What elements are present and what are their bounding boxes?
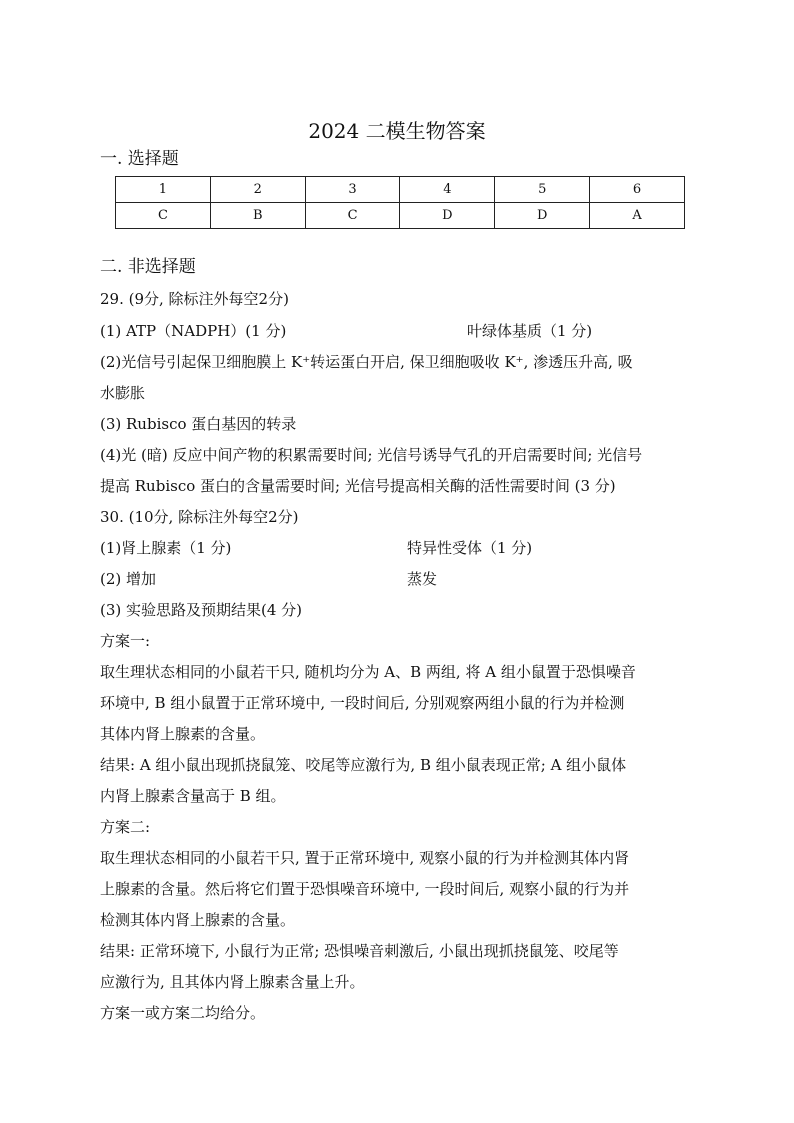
q30-answer-2a: (2) 增加 bbox=[100, 570, 157, 588]
section-heading-nonchoice: 二. 非选择题 bbox=[100, 257, 196, 277]
result1-line2: 内肾上腺素含量高于 B 组。 bbox=[100, 787, 286, 805]
table-cell-answer: A bbox=[590, 203, 685, 229]
page-title: 2024 二模生物答案 bbox=[308, 119, 486, 143]
q29-answer-1b: 叶绿体基质（1 分) bbox=[467, 322, 593, 340]
section-heading-choice: 一. 选择题 bbox=[100, 149, 179, 169]
q29-answer-2-line2: 水膨胀 bbox=[100, 384, 146, 402]
table-cell-answer: D bbox=[400, 203, 495, 229]
table-cell-number: 5 bbox=[495, 177, 590, 203]
q30-header: 30. (10分, 除标注外每空2分) bbox=[100, 508, 299, 526]
answer-table bbox=[115, 176, 685, 229]
q30-answer-2 bbox=[100, 568, 690, 590]
plan2-line1: 取生理状态相同的小鼠若干只, 置于正常环境中, 观察小鼠的行为并检测其体内肾 bbox=[100, 849, 630, 867]
q30-answer-1b: 特异性受体（1 分) bbox=[407, 539, 533, 557]
table-cell-number: 1 bbox=[116, 177, 211, 203]
result2-line1: 结果: 正常环境下, 小鼠行为正常; 恐惧噪音刺激后, 小鼠出现抓挠鼠笼、咬尾等 bbox=[100, 942, 619, 960]
q29-answer-1a: (1) ATP（NADPH）(1 分) bbox=[100, 322, 287, 340]
plan2-line2: 上腺素的含量。然后将它们置于恐惧噪音环境中, 一段时间后, 观察小鼠的行为并 bbox=[100, 880, 630, 898]
q30-answer-1 bbox=[100, 537, 690, 559]
plan1-label: 方案一: bbox=[100, 632, 151, 650]
q30-answer-3: (3) 实验思路及预期结果(4 分) bbox=[100, 601, 303, 619]
plan2-line3: 检测其体内肾上腺素的含量。 bbox=[100, 911, 296, 929]
result2-line2: 应激行为, 且其体内肾上腺素含量上升。 bbox=[100, 973, 365, 991]
plan1-line3: 其体内肾上腺素的含量。 bbox=[100, 725, 266, 743]
table-cell-number: 2 bbox=[210, 177, 305, 203]
q30-answer-1a: (1)肾上腺素（1 分) bbox=[100, 539, 232, 557]
table-cell-answer: C bbox=[116, 203, 211, 229]
result1-line1: 结果: A 组小鼠出现抓挠鼠笼、咬尾等应激行为, B 组小鼠表现正常; A 组小鼠体 bbox=[100, 756, 627, 774]
table-row-answers bbox=[116, 203, 685, 229]
q29-answer-1 bbox=[100, 320, 690, 342]
table-cell-answer: B bbox=[210, 203, 305, 229]
table-cell-number: 6 bbox=[590, 177, 685, 203]
scoring-note: 方案一或方案二均给分。 bbox=[100, 1004, 266, 1022]
q29-answer-2-line1: (2)光信号引起保卫细胞膜上 K⁺转运蛋白开启, 保卫细胞吸收 K⁺, 渗透压升高, 吸 bbox=[100, 353, 633, 371]
q29-answer-4-line1: (4)光 (暗) 反应中间产物的积累需要时间; 光信号诱导气孔的开启需要时间; 光信号 bbox=[100, 446, 643, 464]
q29-answer-4-line2: 提高 Rubisco 蛋白的含量需要时间; 光信号提高相关酶的活性需要时间 (3 分) bbox=[100, 477, 616, 495]
q29-header: 29. (9分, 除标注外每空2分) bbox=[100, 290, 289, 308]
table-cell-number: 3 bbox=[305, 177, 400, 203]
table-cell-number: 4 bbox=[400, 177, 495, 203]
plan1-line2: 环境中, B 组小鼠置于正常环境中, 一段时间后, 分别观察两组小鼠的行为并检测 bbox=[100, 694, 625, 712]
table-cell-answer: D bbox=[495, 203, 590, 229]
q30-answer-2b: 蒸发 bbox=[407, 570, 438, 588]
plan1-line1: 取生理状态相同的小鼠若干只, 随机均分为 A、B 两组, 将 A 组小鼠置于恐惧噪音 bbox=[100, 663, 636, 681]
table-cell-answer: C bbox=[305, 203, 400, 229]
q29-answer-3: (3) Rubisco 蛋白基因的转录 bbox=[100, 415, 297, 433]
table-row-numbers bbox=[116, 177, 685, 203]
plan2-label: 方案二: bbox=[100, 818, 151, 836]
